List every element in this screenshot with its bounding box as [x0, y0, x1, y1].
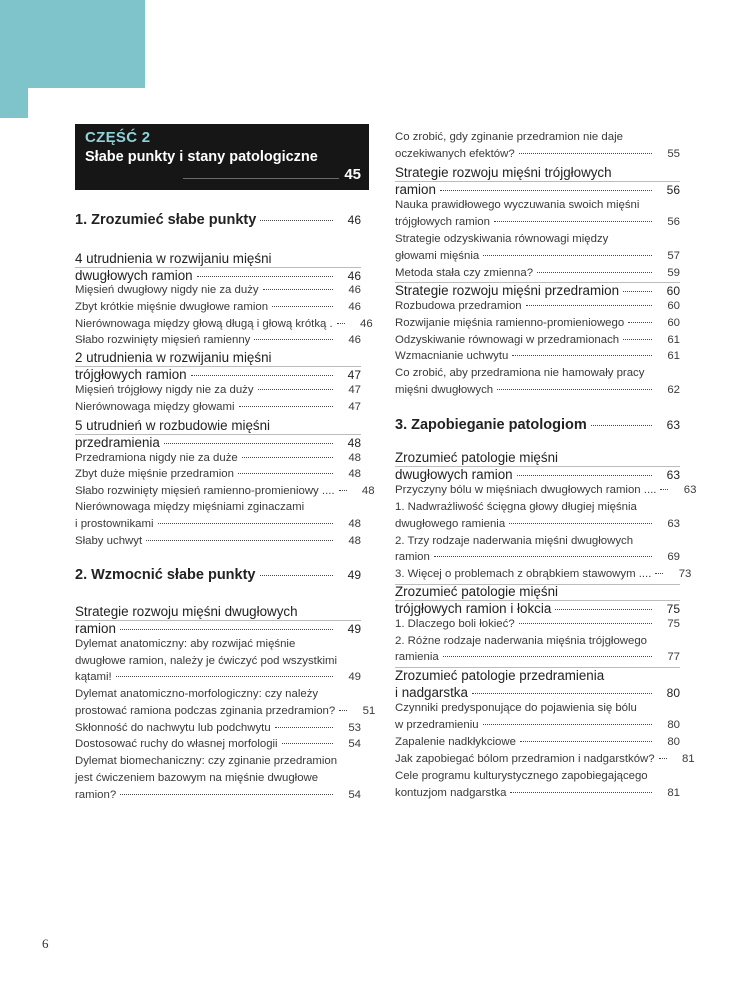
toc-page-number: 61 — [667, 334, 680, 346]
toc-entry-line — [75, 772, 361, 784]
toc-entry-text: kontuzjom nadgarstka — [395, 787, 507, 799]
toc-entry-text: ramienia — [395, 651, 439, 663]
toc-entry-line — [395, 584, 680, 599]
dot-leader — [623, 291, 652, 292]
part-page-number: 45 — [344, 166, 361, 183]
toc-entry — [395, 753, 695, 765]
page-number: 6 — [42, 936, 49, 951]
toc-page-number: 48 — [348, 452, 361, 464]
toc-entry-text: Przyczyny bólu w mięśniach dwugłowych ramion .... — [395, 484, 657, 496]
toc-entry-line — [75, 755, 361, 767]
toc-entry — [395, 334, 680, 346]
toc-entry-line — [395, 702, 680, 714]
toc-page-number: 60 — [666, 284, 680, 298]
toc-entry-line — [75, 604, 361, 619]
toc-entry — [395, 216, 680, 228]
toc-entry-text: Dylemat anatomiczno-morfologiczny: czy należy — [75, 688, 319, 700]
toc-page-number: 62 — [667, 384, 680, 396]
toc-entry-text: Cele programu kulturystycznego zapobiegającego — [395, 770, 648, 782]
toc-entry — [395, 568, 692, 580]
toc-entry — [395, 350, 680, 362]
toc-page-number: 55 — [667, 148, 680, 160]
dot-leader — [120, 794, 333, 795]
part-label: CZĘŚĆ 2 — [85, 129, 151, 146]
toc-page-number: 47 — [348, 384, 361, 396]
dot-leader — [655, 573, 663, 574]
toc-page-number: 57 — [667, 250, 680, 262]
toc-entry — [395, 736, 680, 748]
toc-entry-text: Nauka prawidłowego wyczuwania swoich mięśni — [395, 199, 640, 211]
toc-entry-text: Nierównowaga między głową długą i głową krótką . — [75, 318, 333, 330]
part-title-rule — [183, 178, 339, 179]
toc-entry — [395, 551, 680, 563]
toc-entry — [395, 518, 680, 530]
toc-entry-text: Dylemat anatomiczny: aby rozwijać mięśnie — [75, 638, 296, 650]
toc-entry — [75, 671, 361, 683]
toc-entry-line — [395, 770, 680, 782]
margin-color-strip — [0, 88, 28, 118]
toc-entry — [395, 250, 680, 262]
toc-entry-line — [395, 233, 680, 245]
toc-entry-text: Odzyskiwanie równowagi w przedramionach — [395, 334, 620, 346]
dot-leader — [512, 355, 652, 356]
toc-entry-text: Zrozumieć patologie mięśni — [395, 450, 558, 465]
dot-leader — [339, 710, 347, 711]
toc-entry-text: trójgłowych ramion — [75, 367, 187, 382]
toc-entry-text: ramion — [395, 182, 436, 197]
toc-page-number: 81 — [681, 753, 695, 765]
toc-entry-text: Zrozumieć patologie przedramienia — [395, 668, 605, 683]
toc-page-number: 63 — [666, 418, 680, 432]
dot-leader — [628, 322, 652, 323]
toc-entry-text: Wzmacnianie uchwytu — [395, 350, 509, 362]
toc-entry-text: Rozbudowa przedramion — [395, 300, 522, 312]
toc-entry-text: trójgłowych ramion i łokcia — [395, 601, 552, 616]
toc-entry — [75, 268, 361, 283]
toc-entry — [75, 518, 361, 530]
toc-page-number: 59 — [667, 267, 680, 279]
toc-entry-text: Zbyt duże mięśnie przedramion — [75, 468, 234, 480]
toc-page-number: 47 — [348, 401, 361, 413]
toc-page-number: 63 — [667, 518, 680, 530]
toc-page-number: 61 — [667, 350, 680, 362]
toc-entry — [75, 705, 376, 717]
toc-entry — [75, 334, 361, 346]
toc-entry-text: dwugłowego ramienia — [395, 518, 506, 530]
dot-leader — [519, 153, 652, 154]
toc-page-number: 46 — [348, 334, 361, 346]
toc-entry-text: Strategie rozwoju mięśni trójgłowych — [395, 165, 612, 180]
toc-page-number: 80 — [666, 686, 680, 700]
toc-entry — [395, 317, 680, 329]
toc-entry-text: 2. Trzy rodzaje naderwania mięśni dwugłowych — [395, 535, 634, 547]
toc-entry-line — [395, 501, 680, 513]
dot-leader — [258, 389, 333, 390]
toc-entry-text: Skłonność do nachwytu lub podchwytu — [75, 722, 271, 734]
toc-page-number: 48 — [348, 518, 361, 530]
toc-entry-text: 1. Dlaczego boli łokieć? — [395, 618, 515, 630]
toc-entry-text: Jak zapobiegać bólom przedramion i nadgarstków? — [395, 753, 655, 765]
dot-leader — [260, 575, 334, 576]
toc-entry-text: ramion — [75, 621, 116, 636]
dot-leader — [282, 743, 333, 744]
toc-entry-text: przedramienia — [75, 435, 160, 450]
dot-leader — [537, 272, 652, 273]
toc-entry-text: 2. Wzmocnić słabe punkty — [75, 567, 256, 583]
toc-entry-text: ramion — [395, 551, 430, 563]
dot-leader — [659, 758, 667, 759]
toc-entry-line — [395, 450, 680, 465]
toc-entry — [75, 318, 373, 330]
toc-entry-text: trójgłowych ramion — [395, 216, 490, 228]
dot-leader — [526, 305, 652, 306]
dot-leader — [520, 741, 652, 742]
toc-entry-line — [75, 350, 361, 365]
toc-entry — [75, 212, 361, 228]
toc-entry-text: 1. Nadwrażliwość ścięgna głowy długiej mięśnia — [395, 501, 637, 513]
toc-entry — [75, 401, 361, 413]
dot-leader — [660, 489, 668, 490]
toc-entry — [395, 484, 697, 496]
dot-leader — [623, 339, 652, 340]
toc-entry-text: prostować ramiona podczas zginania przedramion? — [75, 705, 336, 717]
dot-leader — [164, 443, 333, 444]
toc-page-number: 75 — [666, 602, 680, 616]
toc-entry-line — [395, 165, 680, 180]
toc-page-number: 46 — [348, 301, 361, 313]
dot-leader — [555, 609, 652, 610]
toc-page-number: 48 — [361, 485, 375, 497]
toc-entry-text: Strategie rozwoju mięśni przedramion — [395, 283, 620, 298]
toc-page-number: 49 — [347, 568, 361, 582]
toc-entry — [75, 435, 361, 450]
dot-leader — [146, 540, 333, 541]
dot-leader — [275, 727, 333, 728]
dot-leader — [239, 406, 333, 407]
dot-leader — [494, 221, 652, 222]
toc-entry-text: 2. Różne rodzaje naderwania mięśnia trójgłowego — [395, 635, 648, 647]
toc-entry-text: kątami! — [75, 671, 112, 683]
toc-entry-text: dwugłowe ramion, należy je ćwiczyć pod wszystkimi — [75, 655, 338, 667]
toc-page-number: 80 — [667, 719, 680, 731]
toc-entry-text: Mięsień trójgłowy nigdy nie za duży — [75, 384, 254, 396]
toc-page-number: 60 — [667, 317, 680, 329]
toc-page-number: 46 — [347, 213, 361, 227]
toc-page-number: 75 — [667, 618, 680, 630]
toc-entry-text: jest ćwiczeniem bazowym na mięśnie dwugłowe — [75, 772, 319, 784]
toc-page-number: 49 — [347, 622, 361, 636]
toc-entry — [75, 301, 361, 313]
toc-entry-text: Przedramiona nigdy nie za duże — [75, 452, 238, 464]
dot-leader — [519, 623, 652, 624]
toc-entry-text: głowami mięśnia — [395, 250, 480, 262]
toc-entry-text: 2 utrudnienia w rozwijaniu mięśni — [75, 350, 272, 365]
toc-entry-line — [395, 635, 680, 647]
toc-entry-text: Słabo rozwinięty mięsień ramienno-promieniowy .... — [75, 485, 335, 497]
toc-entry — [395, 300, 680, 312]
toc-entry-text: Słaby uchwyt — [75, 535, 143, 547]
toc-entry-line — [395, 131, 680, 143]
toc-entry-text: mięśni dwugłowych — [395, 384, 494, 396]
toc-entry-text: Słabo rozwinięty mięsień ramienny — [75, 334, 251, 346]
toc-entry — [395, 148, 680, 160]
toc-page-number: 49 — [348, 671, 361, 683]
toc-entry-text: Rozwijanie mięśnia ramienno-promieniowego — [395, 317, 625, 329]
toc-entry-text: Dylemat biomechaniczny: czy zginanie przedramion — [75, 755, 338, 767]
dot-leader — [472, 693, 652, 694]
dot-leader — [440, 190, 652, 191]
toc-entry-line — [75, 251, 361, 266]
toc-entry-text: Nierównowaga między mięśniami zginaczami — [75, 501, 305, 513]
toc-entry-line — [395, 367, 680, 379]
toc-entry — [395, 267, 680, 279]
toc-page-number: 69 — [667, 551, 680, 563]
toc-entry-text: Strategie odzyskiwania równowagi między — [395, 233, 609, 245]
toc-entry — [75, 738, 361, 750]
toc-entry-text: i nadgarstka — [395, 685, 468, 700]
toc-page-number: 80 — [667, 736, 680, 748]
toc-entry-text: 4 utrudnienia w rozwijaniu mięśni — [75, 251, 272, 266]
toc-entry — [395, 787, 680, 799]
toc-entry-text: Dostosować ruchy do własnej morfologii — [75, 738, 278, 750]
toc-entry — [395, 601, 680, 616]
toc-entry — [75, 384, 361, 396]
toc-page-number: 48 — [347, 436, 361, 450]
dot-leader — [510, 792, 652, 793]
toc-entry-text: Nierównowaga między głowami — [75, 401, 235, 413]
toc-entry-text: w przedramieniu — [395, 719, 479, 731]
toc-entry-text: Czynniki predysponujące do pojawienia się bólu — [395, 702, 637, 714]
part-title: Słabe punkty i stany patologiczne — [85, 149, 318, 165]
toc-entry — [75, 485, 375, 497]
toc-page-number: 56 — [667, 216, 680, 228]
dot-leader — [517, 475, 652, 476]
toc-entry-text: dwugłowych ramion — [395, 467, 513, 482]
toc-entry — [395, 283, 680, 298]
toc-page-number: 54 — [348, 738, 361, 750]
toc-entry-text: Co zrobić, aby przedramiona nie hamowały pracy — [395, 367, 645, 379]
toc-page-number: 48 — [348, 535, 361, 547]
toc-entry-line — [395, 199, 680, 211]
toc-entry — [75, 535, 361, 547]
toc-entry-text: Zapalenie nadkłykciowe — [395, 736, 516, 748]
toc-page-number: 46 — [348, 284, 361, 296]
toc-entry-line — [395, 668, 680, 683]
toc-entry — [75, 284, 361, 296]
toc-entry-line — [75, 638, 361, 650]
toc-entry-text: 3. Zapobieganie patologiom — [395, 417, 587, 433]
toc-entry — [395, 467, 680, 482]
dot-leader — [197, 276, 333, 277]
toc-entry-text: Mięsień dwugłowy nigdy nie za duży — [75, 284, 259, 296]
toc-page-number: 63 — [683, 484, 697, 496]
toc-entry-text: Strategie rozwoju mięśni dwugłowych — [75, 604, 298, 619]
toc-entry-line — [75, 688, 361, 700]
toc-entry-line — [75, 655, 361, 667]
toc-entry-text: Co zrobić, gdy zginanie przedramion nie daje — [395, 131, 623, 143]
toc-entry — [75, 452, 361, 464]
dot-leader — [158, 523, 334, 524]
toc-entry — [395, 384, 680, 396]
toc-entry — [395, 417, 680, 433]
dot-leader — [272, 306, 333, 307]
dot-leader — [191, 375, 333, 376]
toc-page-number: 46 — [360, 318, 373, 330]
toc-page-number: 60 — [667, 300, 680, 312]
toc-entry — [75, 722, 361, 734]
toc-page-number: 53 — [348, 722, 361, 734]
toc-entry-text: i prostownikami — [75, 518, 154, 530]
toc-entry — [395, 719, 680, 731]
toc-page-number: 73 — [678, 568, 692, 580]
toc-entry-text: Zrozumieć patologie mięśni — [395, 584, 558, 599]
dot-leader — [339, 490, 347, 491]
dot-leader — [591, 425, 652, 426]
toc-page-number: 46 — [347, 269, 361, 283]
dot-leader — [337, 323, 345, 324]
toc-entry — [395, 651, 680, 663]
toc-page-number: 47 — [347, 368, 361, 382]
dot-leader — [483, 724, 652, 725]
toc-entry-text: dwugłowych ramion — [75, 268, 193, 283]
dot-leader — [254, 339, 333, 340]
toc-entry — [395, 685, 680, 700]
toc-entry — [75, 367, 361, 382]
toc-entry — [395, 618, 680, 630]
toc-page-number: 48 — [348, 468, 361, 480]
toc-entry-line — [75, 418, 361, 433]
toc-entry-text: ramion? — [75, 789, 117, 801]
toc-page-number: 51 — [362, 705, 376, 717]
toc-entry-text: oczekiwanych efektów? — [395, 148, 515, 160]
dot-leader — [509, 523, 652, 524]
dot-leader — [443, 656, 652, 657]
dot-leader — [238, 473, 333, 474]
toc-page-number: 54 — [348, 789, 361, 801]
dot-leader — [483, 255, 652, 256]
toc-entry — [75, 468, 361, 480]
dot-leader — [120, 629, 333, 630]
toc-entry — [75, 789, 361, 801]
toc-entry-text: Zbyt krótkie mięśnie dwugłowe ramion — [75, 301, 269, 313]
dot-leader — [260, 220, 333, 221]
toc-page-number: 81 — [667, 787, 680, 799]
dot-leader — [242, 457, 333, 458]
toc-entry-text: Metoda stała czy zmienna? — [395, 267, 534, 279]
toc-entry-line — [395, 535, 680, 547]
dot-leader — [497, 389, 652, 390]
toc-entry-text: 5 utrudnień w rozbudowie mięśni — [75, 418, 271, 433]
toc-entry — [395, 182, 680, 197]
toc-entry — [75, 621, 361, 636]
corner-color-tab — [0, 0, 145, 88]
toc-page-number: 77 — [667, 651, 680, 663]
dot-leader — [263, 289, 333, 290]
toc-entry-text: 1. Zrozumieć słabe punkty — [75, 212, 257, 228]
toc-entry-text: 3. Więcej o problemach z obrąbkiem stawowym .... — [395, 568, 652, 580]
toc-entry — [75, 567, 361, 583]
toc-page-number: 63 — [666, 468, 680, 482]
dot-leader — [116, 676, 333, 677]
dot-leader — [434, 556, 652, 557]
toc-entry-line — [75, 501, 361, 513]
part-header — [75, 124, 369, 190]
toc-page-number: 56 — [666, 183, 680, 197]
